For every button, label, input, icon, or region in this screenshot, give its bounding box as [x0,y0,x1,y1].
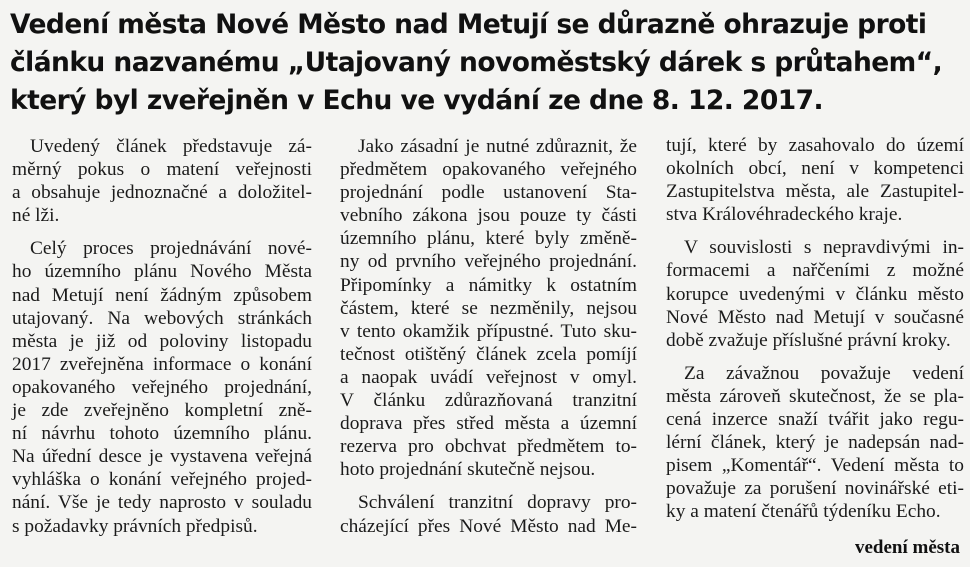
text-line: korupce uvedenými v článku město [666,283,964,305]
text-line: Schválení tranzitní dopravy pro- [358,492,637,514]
author-signature: vedení města [854,537,960,558]
text-line: době zvažuje příslušné právní kroky. [666,329,951,351]
text-line: a obsahuje jednoznačné a doložitel- [12,182,312,204]
text-line: Celý proces projednávání nové- [30,238,312,260]
text-line: cená inzerce snaží tvářit jako regu- [666,409,964,431]
paragraph [12,135,312,227]
text-line: né lži. [12,205,60,227]
headline-line: Vedení města Nové Město nad Metují se důrazně ohrazuje proti [10,9,927,40]
text-line: považuje za porušení novinářské eti- [666,478,964,500]
text-line: nání. Vše je tedy naprosto v souladu [12,492,312,514]
text-line: Za závažnou považuje vedení [684,362,964,384]
text-line: opakovaného veřejného projednání, [12,376,312,398]
text-line: hoto projednání skutečně nejsou. [340,459,596,481]
text-line: předmětem opakovaného veřejného [340,159,637,181]
text-column-3 [666,134,964,534]
text-line: je zde zveřejněno kompletní zně- [12,400,312,422]
text-line: nad Metují není žádným způsobem [12,284,312,306]
paragraph [12,237,312,537]
text-line: stva Královéhradeckého kraje. [666,204,903,226]
text-line: V souvislosti s nepravdivými in- [684,237,964,259]
paragraph [340,491,637,537]
text-line: Zastupitelstva města, ale Zastupitel- [666,181,964,203]
text-line: tečnost otištěný článek zcela pomíjí [340,343,637,365]
text-line: měrný pokus o matení veřejnosti [12,159,312,181]
text-line: Na úřední desce je vystavena veřejná [12,446,312,468]
paragraph [666,134,964,226]
paragraph [340,135,637,481]
text-line: projednání podle ustanovení Sta- [340,182,637,204]
headline-line: článku nazvanému „Utajovaný novoměstský dárek s průtahem“, [10,47,943,78]
article-headline [10,6,965,120]
text-line: rezerva pro obchvat předmětem to- [340,436,637,458]
text-line: částem, které se nezměnily, nejsou [340,297,637,319]
text-line: a naopak uvádí veřejnost v omyl. [340,366,637,388]
text-line: ny od prvního veřejného projednání. [340,251,637,273]
headline-line: který byl zveřejněn v Echu ve vydání ze dne 8. 12. 2017. [10,85,824,116]
text-line: V článku zdůrazňovaná tranzitní [340,390,637,412]
text-column-2 [340,135,637,548]
text-line: Nové Město nad Metují v současné [666,306,964,328]
text-line: územního plánu, které byly změně- [340,228,637,250]
text-line: Připomínky a námitky k ostatním [340,274,637,296]
text-line: formacemi a nařčeními z možné [666,260,964,282]
text-line: ní návrhu tohoto územního plánu. [12,423,312,445]
text-line: Uvedený článek představuje zá- [30,136,312,157]
text-line: ho územního plánu Nového Města [12,261,312,283]
text-line: lérní článek, který je nadepsán nad- [666,432,964,454]
text-line: s požadavky právních předpisů. [12,515,258,537]
text-line: 2017 zveřejněna informace o konání [12,353,312,375]
text-line: Jako zásadní je nutné zdůraznit, že [358,136,637,157]
text-line: okolních obcí, není v kompetenci [666,158,964,180]
text-line: tují, které by zasahovalo do území [666,135,964,156]
paragraph [666,362,964,524]
text-line: ky a matení čtenářů týdeníku Echo. [666,501,941,523]
text-line: vyhláška o konání veřejného projed- [12,469,312,491]
text-line: vebního zákona jsou pouze ty části [340,205,637,227]
text-column-1 [12,135,312,548]
text-line: utajovaný. Na webových stránkách [12,307,312,329]
text-line: v tento okamžik přípustné. Tuto sku- [340,320,637,342]
text-line: pisem „Komentář“. Vedení města to [666,455,964,477]
text-line: města zároveň skutečnost, že se pla- [666,385,964,407]
paragraph [666,236,964,351]
text-line: doprava přes střed města a územní [340,413,637,435]
text-line: města je již od poloviny listopadu [12,330,312,352]
text-line: cházející přes Nové Město nad Me- [340,515,637,537]
